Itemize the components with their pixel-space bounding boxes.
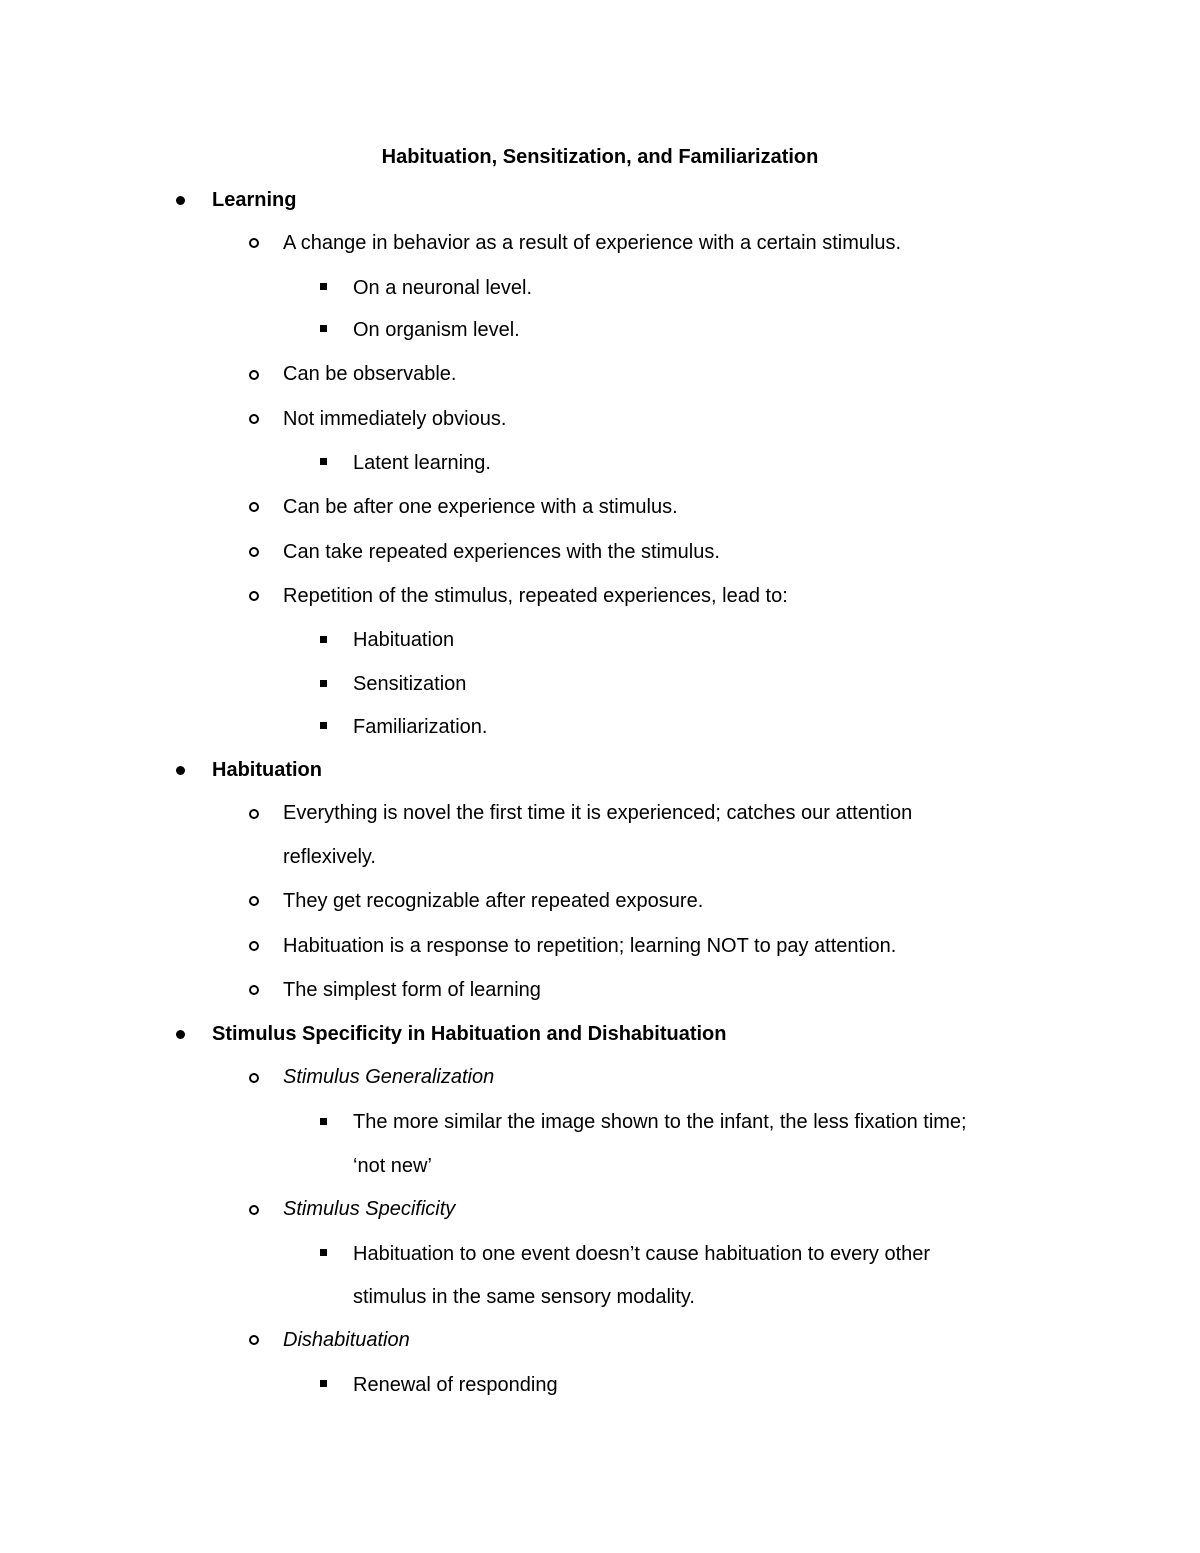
bullet-circle bbox=[249, 1335, 259, 1345]
bullet-circle bbox=[249, 591, 259, 601]
list-item: Can be observable. bbox=[283, 363, 457, 385]
list-subitem: The more similar the image shown to the infant, the less fixation time; bbox=[353, 1111, 967, 1133]
list-item: Dishabituation bbox=[283, 1329, 410, 1351]
bullet-square bbox=[320, 722, 327, 729]
bullet-circle bbox=[249, 238, 259, 248]
section-heading-learning: Learning bbox=[212, 189, 297, 211]
bullet-disc bbox=[176, 766, 185, 775]
list-item: The simplest form of learning bbox=[283, 979, 541, 1001]
list-subitem: Latent learning. bbox=[353, 452, 491, 474]
bullet-circle bbox=[249, 896, 259, 906]
bullet-square bbox=[320, 636, 327, 643]
list-subitem: Habituation bbox=[353, 629, 455, 651]
bullet-circle bbox=[249, 370, 259, 380]
list-item: A change in behavior as a result of experience with a certain stimulus. bbox=[283, 232, 902, 254]
bullet-circle bbox=[249, 1205, 259, 1215]
document-title: Habituation, Sensitization, and Familiarization bbox=[381, 146, 819, 168]
section-heading-stimulus-specificity: Stimulus Specificity in Habituation and Dishabituation bbox=[212, 1023, 727, 1045]
bullet-circle bbox=[249, 547, 259, 557]
list-subitem: Habituation to one event doesn’t cause habituation to every other bbox=[353, 1243, 931, 1265]
list-item: Can be after one experience with a stimulus. bbox=[283, 496, 678, 518]
list-item: Everything is novel the first time it is experienced; catches our attention bbox=[283, 802, 913, 824]
bullet-square bbox=[320, 1249, 327, 1256]
bullet-circle bbox=[249, 941, 259, 951]
list-item: They get recognizable after repeated exposure. bbox=[283, 890, 704, 912]
bullet-square bbox=[320, 325, 327, 332]
list-subitem: Sensitization bbox=[353, 673, 467, 695]
bullet-disc bbox=[176, 196, 185, 205]
bullet-square bbox=[320, 458, 327, 465]
list-item: Stimulus Generalization bbox=[283, 1066, 495, 1088]
list-item: Repetition of the stimulus, repeated experiences, lead to: bbox=[283, 585, 788, 607]
list-item: Habituation is a response to repetition; learning NOT to pay attention. bbox=[283, 935, 897, 957]
bullet-disc bbox=[176, 1030, 185, 1039]
bullet-square bbox=[320, 1380, 327, 1387]
section-heading-habituation: Habituation bbox=[212, 759, 322, 781]
bullet-square bbox=[320, 1118, 327, 1125]
list-subitem: On a neuronal level. bbox=[353, 277, 533, 299]
bullet-circle bbox=[249, 1073, 259, 1083]
list-item: Not immediately obvious. bbox=[283, 408, 507, 430]
list-item-continuation: reflexively. bbox=[283, 846, 376, 868]
list-subitem: On organism level. bbox=[353, 319, 520, 341]
list-subitem-continuation: ‘not new’ bbox=[353, 1155, 432, 1177]
bullet-square bbox=[320, 680, 327, 687]
list-subitem: Renewal of responding bbox=[353, 1374, 558, 1396]
list-item: Can take repeated experiences with the stimulus. bbox=[283, 541, 720, 563]
list-subitem-continuation: stimulus in the same sensory modality. bbox=[353, 1286, 695, 1308]
bullet-circle bbox=[249, 414, 259, 424]
bullet-square bbox=[320, 283, 327, 290]
bullet-circle bbox=[249, 985, 259, 995]
list-item: Stimulus Specificity bbox=[283, 1198, 456, 1220]
bullet-circle bbox=[249, 502, 259, 512]
bullet-circle bbox=[249, 809, 259, 819]
list-subitem: Familiarization. bbox=[353, 716, 488, 738]
